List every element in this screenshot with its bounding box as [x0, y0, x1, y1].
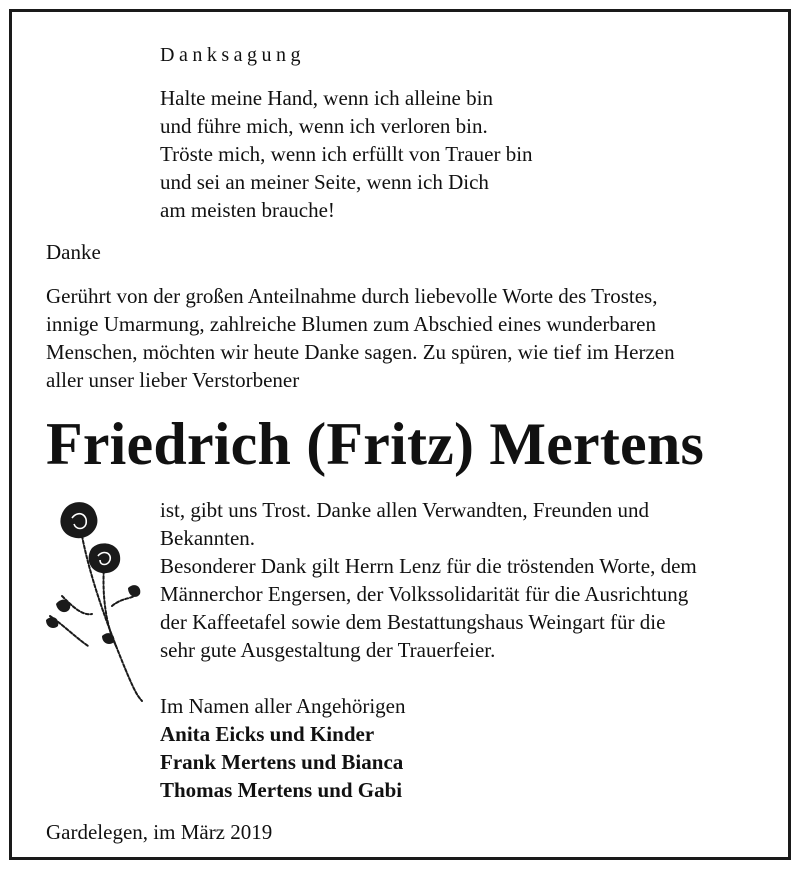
intro-line: aller unser lieber Verstorbener: [46, 368, 300, 392]
deceased-name: Friedrich (Fritz) Mertens: [46, 411, 704, 477]
poem: [160, 84, 533, 224]
intro-line: Menschen, möchten wir heute Danke sagen. Zu spüren, wie tief im Herzen: [46, 340, 675, 364]
body-paragraph: [160, 496, 780, 664]
signatory-name: Frank Mertens und Bianca: [160, 750, 404, 774]
body-line-text: ist, gibt uns Trost. Danke allen Verwandten, Freunden und: [160, 498, 649, 522]
signatory-name: Anita Eicks und Kinder: [160, 722, 375, 746]
body-line: [160, 496, 780, 524]
poem-line: und sei an meiner Seite, wenn ich Dich: [160, 170, 489, 194]
body-line: der Kaffeetafel sowie dem Bestattungshaus Weingart für die: [160, 610, 666, 634]
poem-line: am meisten brauche!: [160, 198, 335, 222]
body-line: sehr gute Ausgestaltung der Trauerfeier.: [160, 638, 496, 662]
signatory-name: Thomas Mertens und Gabi: [160, 778, 403, 802]
body-line: Männerchor Engersen, der Volkssolidarität für die Ausrichtung: [160, 582, 689, 606]
heading: Danksagung: [160, 44, 305, 66]
obituary-card: [9, 9, 791, 860]
intro-paragraph: [46, 282, 780, 394]
intro-line: Gerührt von der großen Anteilnahme durch liebevolle Worte des Trostes,: [46, 284, 658, 308]
danke-label: Danke: [46, 240, 101, 264]
rose-icon: [42, 496, 152, 706]
poem-line: und führe mich, wenn ich verloren bin.: [160, 114, 488, 138]
place-date: Gardelegen, im März 2019: [46, 820, 273, 844]
signature-block: [160, 692, 406, 804]
intro-line: innige Umarmung, zahlreiche Blumen zum Abschied eines wunderbaren: [46, 312, 656, 336]
signature-lead: Im Namen aller Angehörigen: [160, 694, 406, 718]
body-line: Besonderer Dank gilt Herrn Lenz für die tröstenden Worte, dem: [160, 554, 697, 578]
body-line: Bekannten.: [160, 526, 256, 550]
poem-line: Halte meine Hand, wenn ich alleine bin: [160, 86, 493, 110]
poem-line: Tröste mich, wenn ich erfüllt von Trauer bin: [160, 142, 533, 166]
